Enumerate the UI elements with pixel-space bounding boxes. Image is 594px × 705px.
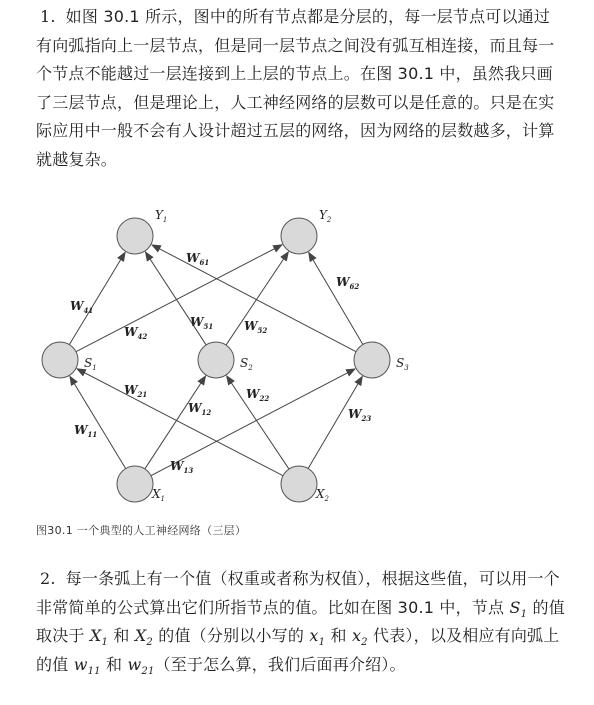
edge-weight-label: $W_{42}$ bbox=[124, 325, 148, 341]
edge-S3-Y1 bbox=[152, 245, 356, 352]
node-X1 bbox=[117, 466, 153, 502]
edge-weight-label: $W_{61}$ bbox=[186, 251, 210, 267]
edge-weight-label: $W_{51}$ bbox=[190, 315, 214, 331]
edge-weight-label: $W_{52}$ bbox=[244, 319, 268, 335]
node-label: $S_3$ bbox=[396, 356, 409, 372]
edge-weight-label: $W_{11}$ bbox=[74, 423, 98, 439]
paragraph-text-6: 代表），以及相应有向弧上的值 bbox=[36, 626, 560, 674]
node-S2 bbox=[198, 342, 234, 378]
node-label: $Y_1$ bbox=[155, 208, 168, 224]
node-S3 bbox=[354, 342, 390, 378]
var-x1: $x_1$ bbox=[309, 626, 326, 649]
node-Y1 bbox=[117, 218, 153, 254]
paragraph-text-8: （至于怎么算，我们后面再介绍）。 bbox=[154, 654, 406, 674]
var-x2: $x_2$ bbox=[351, 626, 368, 649]
var-S1: $S_1$ bbox=[509, 597, 528, 620]
edge-weight-label: $W_{21}$ bbox=[124, 383, 148, 399]
edge-weight-label: $W_{23}$ bbox=[348, 407, 372, 423]
paragraph-2 bbox=[36, 565, 566, 679]
edge-weight-label: $W_{62}$ bbox=[336, 275, 360, 291]
node-X2 bbox=[281, 466, 317, 502]
paragraph-text-2: 的值取决于 bbox=[36, 597, 565, 645]
node-label: $X_1$ bbox=[152, 487, 166, 503]
paragraph-text-5: 和 bbox=[325, 626, 352, 645]
var-w21: $w_{21}$ bbox=[127, 654, 155, 677]
figure-caption: 图30.1 一个典型的人工神经网络（三层） bbox=[36, 524, 247, 537]
edge-S2-Y1 bbox=[145, 252, 206, 345]
edge-weight-label: $W_{13}$ bbox=[170, 459, 194, 475]
node-Y2 bbox=[281, 218, 317, 254]
node-S1 bbox=[42, 342, 78, 378]
edge-weight-label: $W_{22}$ bbox=[246, 387, 270, 403]
var-X2: $X_2$ bbox=[134, 626, 153, 649]
paragraph-text-7: 和 bbox=[100, 654, 128, 674]
paragraph-number: 1. bbox=[40, 7, 56, 26]
node-label: $S_1$ bbox=[84, 356, 97, 372]
neural-network-diagram bbox=[0, 200, 594, 520]
edge-X2-S3 bbox=[308, 376, 362, 468]
edge-weight-label: $W_{41}$ bbox=[70, 299, 94, 315]
paragraph-text-1: 每一条弧上有一个值（权重或者称为权值），根据这些值，可以用一个非常简单的公式算出它们所指节点的值。比如在图 30.1 中，节点 bbox=[36, 569, 560, 617]
node-label: $Y_2$ bbox=[319, 208, 332, 224]
edge-X1-S2 bbox=[145, 376, 206, 469]
paragraph-1 bbox=[36, 3, 566, 174]
node-label: $S_2$ bbox=[240, 356, 253, 372]
var-X1: $X_1$ bbox=[89, 626, 109, 649]
paragraph-number: 2. bbox=[40, 569, 56, 588]
var-w11: $w_{11}$ bbox=[73, 654, 101, 677]
paragraph-text-3: 和 bbox=[108, 626, 135, 645]
edge-weight-label: $W_{12}$ bbox=[188, 401, 212, 417]
node-label: $X_2$ bbox=[316, 487, 330, 503]
paragraph-text: 如图 30.1 所示，图中的所有节点都是分层的，每一层节点可以通过有向弧指向上一层节点，但是同一层节点之间没有弧互相连接，而且每一个节点不能越过一层连接到上上层的节点上。在图 30.1 中，虽然我只画了三层节点，但是理论上，人工神经网络的层数可以是任意的。只是在实际应用中一般不会有人设计超过五层的网络，因为网络的层数越多，计算就越复杂。 bbox=[36, 7, 555, 169]
edge-S1-Y2 bbox=[76, 245, 282, 352]
paragraph-text-4: 的值（分别以小写的 bbox=[152, 626, 310, 645]
